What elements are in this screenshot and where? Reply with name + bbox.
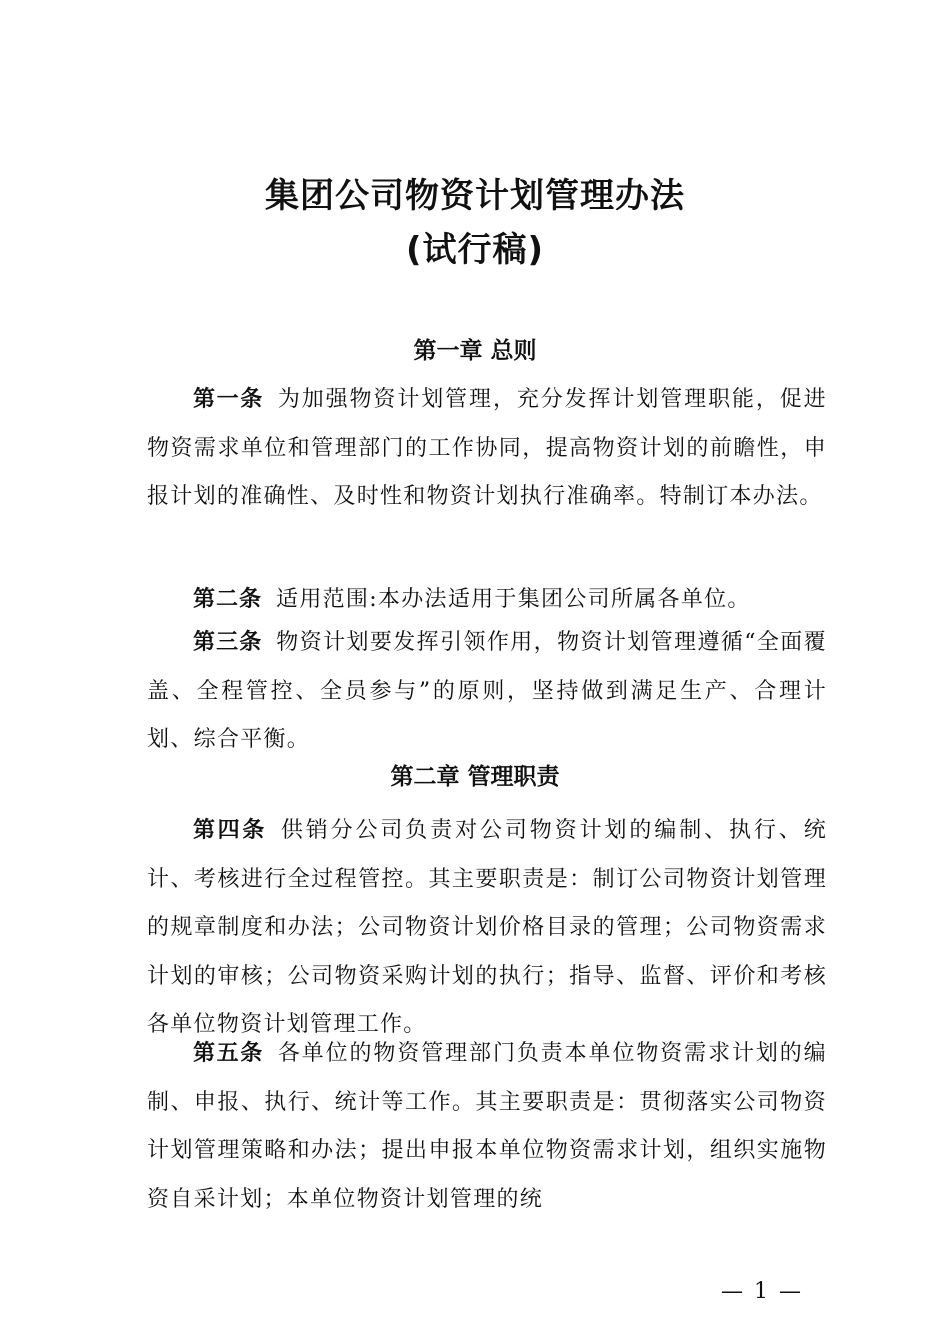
article-label: 第三条 — [193, 630, 263, 655]
article-text: 各单位的物资管理部门负责本单位物资需求计划的编制、申报、执行、统计等工作。其主要职责是：贯彻落实公司物资计划管理策略和办法；提出申报本单位物资需求计划，组织实施物资自采计划；本单位物资计划管理的统 — [147, 1041, 827, 1212]
article-text: 物资计划要发挥引领作用，物资计划管理遵循“全面覆盖、全程管控、全员参与”的原则，坚持做到满足生产、合理计划、综合平衡。 — [147, 630, 827, 753]
article-label: 第五条 — [193, 1041, 264, 1066]
article-1 — [147, 376, 827, 522]
article-4 — [147, 807, 827, 1050]
article-2 — [147, 576, 827, 625]
article-3 — [147, 619, 827, 765]
document-title: 集团公司物资计划管理办法 — [265, 176, 685, 216]
article-label: 第四条 — [193, 818, 267, 843]
article-5 — [147, 1030, 827, 1224]
article-text: 供销分公司负责对公司物资计划的编制、执行、统计、考核进行全过程管控。其主要职责是：制订公司物资计划管理的规章制度和办法；公司物资计划价格目录的管理；公司物资需求计划的审核；公司物资采购计划的执行；指导、监督、评价和考核各单位物资计划管理工作。 — [147, 818, 827, 1038]
article-text: 为加强物资计划管理，充分发挥计划管理职能，促进物资需求单位和管理部门的工作协同，提高物资计划的前瞻性，申报计划的准确性、及时性和物资计划执行准确率。特制订本办法。 — [147, 387, 827, 510]
chapter-heading-responsibilities: 第二章 管理职责 — [390, 764, 560, 790]
article-label: 第一条 — [193, 387, 264, 412]
article-text: 适用范围:本办法适用于集团公司所属各单位。 — [276, 587, 751, 612]
article-label: 第二条 — [193, 587, 263, 612]
page-number: — 1 — — [721, 1279, 803, 1304]
document-subtitle: (试行稿) — [405, 230, 545, 270]
chapter-heading-general: 第一章 总则 — [413, 338, 537, 364]
